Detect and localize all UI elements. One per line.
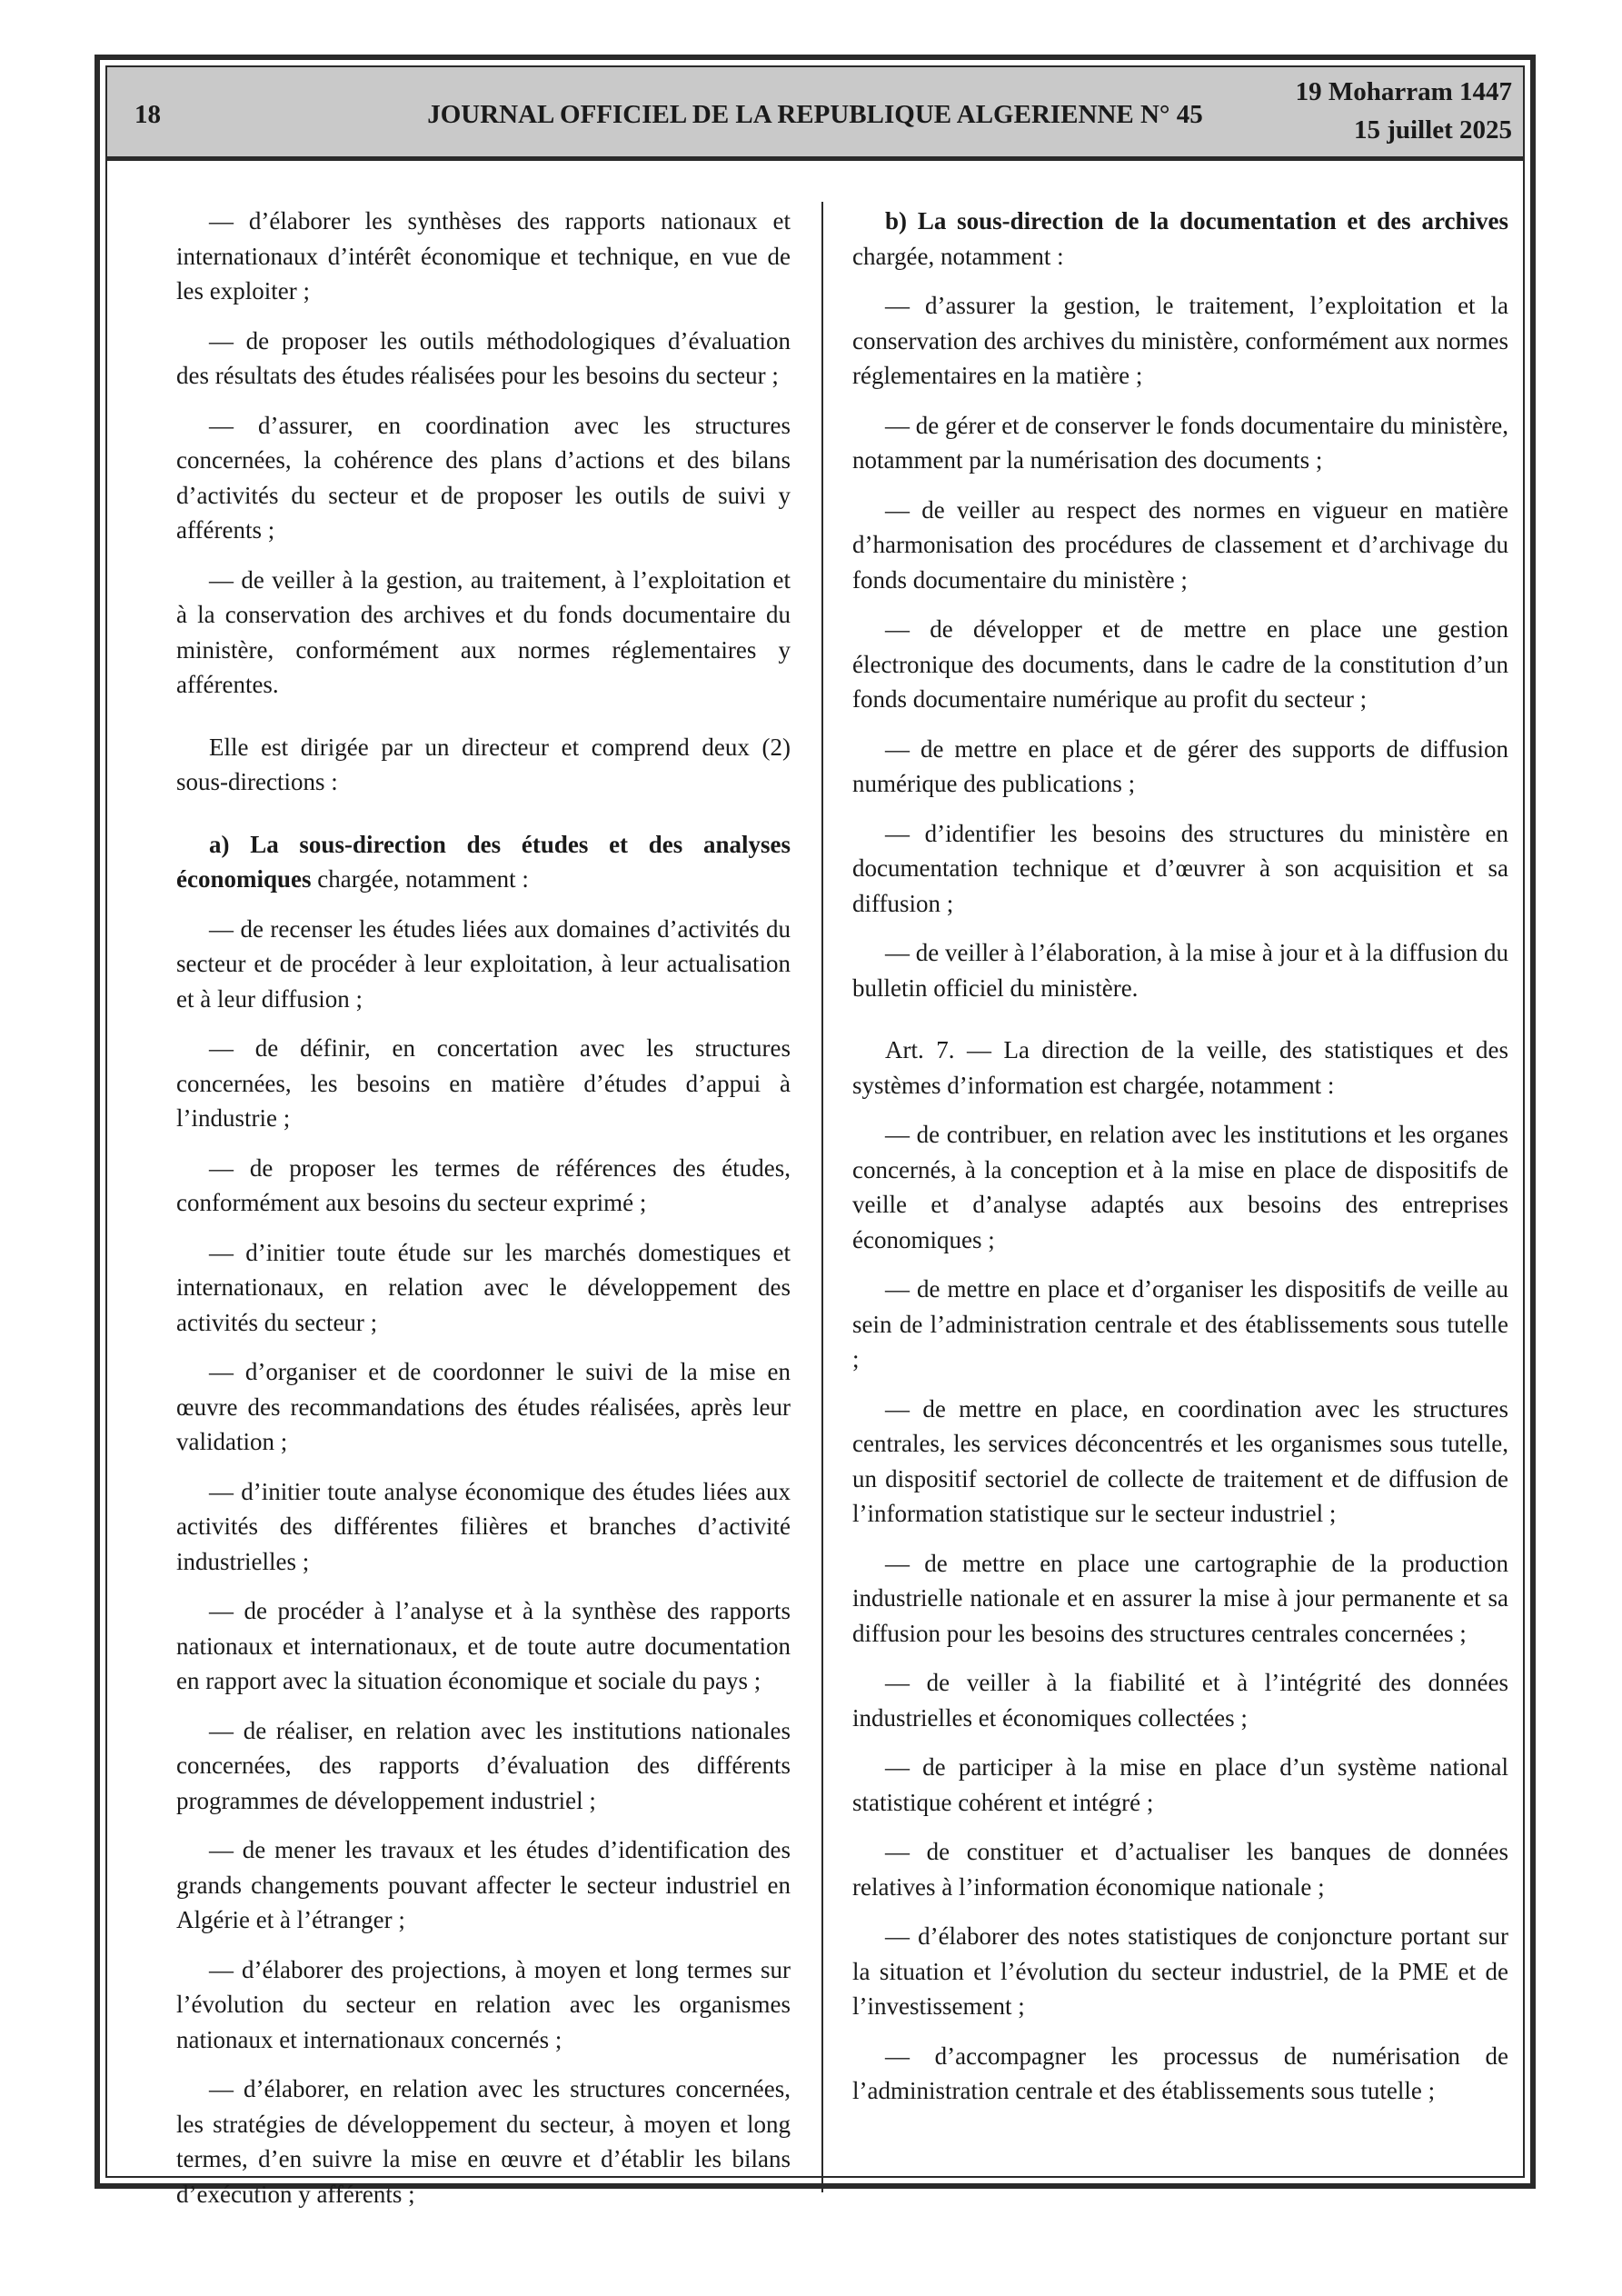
list-item: — d’accompagner les processus de numérisation de l’administration centrale et des établissements sous tutelle ;: [852, 2041, 1508, 2104]
page-number: 18: [134, 100, 161, 129]
list-item: — de mettre en place et d’organiser les dispositifs de veille au sein de l’administration centrale et des établissements sous tutelle ;: [852, 1275, 1508, 1373]
subsection-b-suffix: chargée, notamment :: [852, 242, 1064, 270]
left-column: [176, 204, 791, 2226]
list-item: — de veiller à la fiabilité et à l’intégrité des données industrielles et économiques collectées ;: [852, 1669, 1508, 1732]
column-divider: [821, 202, 823, 2192]
subsection-a-suffix: chargée, notamment :: [311, 865, 529, 893]
list-item: — d’initier toute analyse économique des études liées aux activités des différentes filières et branches d’activité industrielles ;: [176, 1477, 791, 1575]
list-item: — d’élaborer, en relation avec les structures concernées, les stratégies de développement du secteur, à moyen et long termes, d’en suivre la mise en œuvre et d’établir les bilans d’exécution y afférents ;: [176, 2075, 791, 2208]
list-item: — d’assurer la gestion, le traitement, l’exploitation et la conservation des archives du ministère, conformément aux normes réglementaires en la matière ;: [852, 292, 1508, 389]
subsection-a: [176, 827, 791, 897]
list-item: — de contribuer, en relation avec les institutions et les organes concernés, à la conception et à la mise en place de dispositifs de veille et d’analyse adaptés aux besoins des entreprises économiques ;: [852, 1121, 1508, 1253]
date-gregorian: 15 juillet 2025: [1354, 115, 1512, 145]
subsection-b-heading: b) La sous-direction de la documentation et des archives: [885, 207, 1508, 235]
subsection-a-heading: a) La sous-direction des études et des analyses économiques: [176, 830, 791, 893]
list-item: — de mettre en place et de gérer des supports de diffusion numérique des publications ;: [852, 734, 1508, 797]
list-item: — de mettre en place, en coordination avec les structures centrales, les services déconcentrés et les organismes sous tutelle, un dispositif sectoriel de collecte de traitement et de diffusion de l’information statistique sur le secteur industriel ;: [852, 1394, 1508, 1527]
list-item: — de constituer et d’actualiser les banques de données relatives à l’information économique nationale ;: [852, 1838, 1508, 1901]
paragraph: — de veiller à la gestion, au traitement, à l’exploitation et à la conservation des archives et du fonds documentaire du ministère, conformément aux normes réglementaires y afférentes.: [176, 565, 791, 698]
paragraph: Elle est dirigée par un directeur et comprend deux (2) sous-directions :: [176, 733, 791, 795]
list-item: — de participer à la mise en place d’un système national statistique cohérent et intégré ;: [852, 1753, 1508, 1816]
paragraph: — de proposer les outils méthodologiques d’évaluation des résultats des études réalisées pour les besoins du secteur ;: [176, 326, 791, 389]
page-frame: [95, 55, 1536, 2208]
list-item: — de veiller à l’élaboration, à la mise à jour et à la diffusion du bulletin officiel du ministère.: [852, 939, 1508, 1002]
list-item: — d’identifier les besoins des structures du ministère en documentation technique et d’œuvrer à son acquisition et sa diffusion ;: [852, 819, 1508, 917]
journal-title: JOURNAL OFFICIEL DE LA REPUBLIQUE ALGERIENNE N° 45: [427, 100, 1203, 129]
list-item: — de mener les travaux et les études d’identification des grands changements pouvant affecter le secteur industriel en Algérie et à l’étranger ;: [176, 1836, 791, 1933]
article-7: Art. 7. — La direction de la veille, des statistiques et des systèmes d’information est chargée, notamment :: [852, 1036, 1508, 1099]
right-column: [852, 204, 1508, 2123]
list-item: — d’élaborer des notes statistiques de conjoncture portant sur la situation et l’évolution du secteur industriel, de la PME et de l’investissement ;: [852, 1922, 1508, 2020]
header-dates: [1296, 73, 1512, 149]
list-item: — de proposer les termes de références des études, conformément aux besoins du secteur exprimé ;: [176, 1153, 791, 1216]
paragraph: — d’élaborer les synthèses des rapports nationaux et internationaux d’intérêt économique et technique, en vue de les exploiter ;: [176, 207, 791, 304]
list-item: — de procéder à l’analyse et à la synthèse des rapports nationaux et internationaux, et de toute autre documentation en rapport avec la situation économique et sociale du pays ;: [176, 1597, 791, 1694]
list-item: — de mettre en place une cartographie de la production industrielle nationale et en assurer la mise à jour permanente et sa diffusion pour les besoins des structures centrales concernées ;: [852, 1549, 1508, 1647]
list-item: — de développer et de mettre en place une gestion électronique des documents, dans le cadre de la constitution d’un fonds documentaire numérique au profit du secteur ;: [852, 615, 1508, 713]
list-item: — de réaliser, en relation avec les institutions nationales concernées, des rapports d’évaluation des différents programmes de développement industriel ;: [176, 1716, 791, 1814]
list-item: — de gérer et de conserver le fonds documentaire du ministère, notamment par la numérisation des documents ;: [852, 411, 1508, 474]
journal-header: [107, 67, 1523, 161]
paragraph: — d’assurer, en coordination avec les structures concernées, la cohérence des plans d’actions et des bilans d’activités du secteur et de proposer les outils de suivi y afférents ;: [176, 411, 791, 544]
list-item: — de définir, en concertation avec les structures concernées, les besoins en matière d’études d’appui à l’industrie ;: [176, 1034, 791, 1132]
subsection-b: [852, 204, 1508, 274]
list-item: — d’élaborer des projections, à moyen et long termes sur l’évolution du secteur en relation avec les organismes nationaux et internationaux concernés ;: [176, 1955, 791, 2053]
list-item: — de veiller au respect des normes en vigueur en matière d’harmonisation des procédures de classement et d’archivage du fonds documentaire du ministère ;: [852, 495, 1508, 594]
list-item: — d’organiser et de coordonner le suivi de la mise en œuvre des recommandations des études réalisées, après leur validation ;: [176, 1358, 791, 1455]
date-hijri: 19 Moharram 1447: [1295, 77, 1512, 106]
page-inner-border: [105, 65, 1525, 2208]
list-item: — d’initier toute étude sur les marchés domestiques et internationaux, en relation avec le développement des activités du secteur ;: [176, 1238, 791, 1336]
list-item: — de recenser les études liées aux domaines d’activités du secteur et de procéder à leur exploitation, à leur actualisation et à leur diffusion ;: [176, 914, 791, 1013]
